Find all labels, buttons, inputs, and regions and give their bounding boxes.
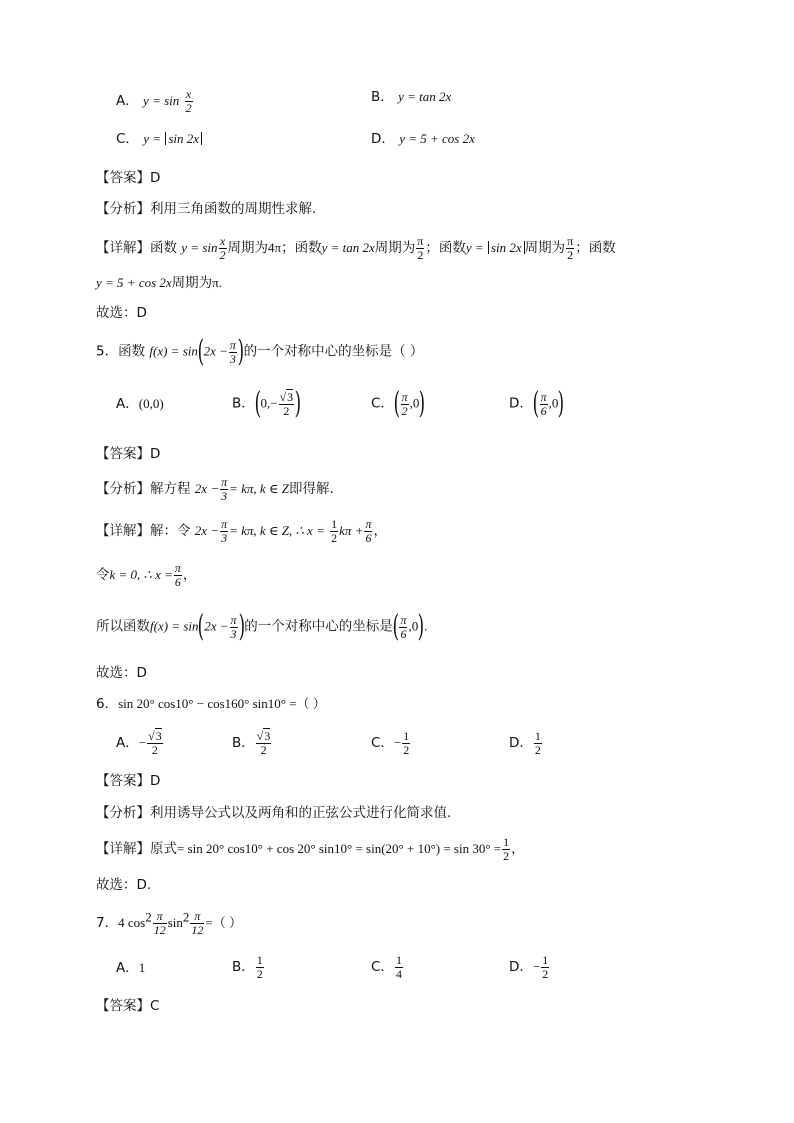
math-run: π bbox=[212, 275, 219, 290]
parenthesis: ) bbox=[294, 386, 302, 421]
text-run: 7． bbox=[96, 915, 119, 931]
parenthesis: ) bbox=[558, 386, 565, 421]
math-run: √ bbox=[279, 389, 287, 404]
text-run: 周期为 bbox=[374, 240, 416, 256]
text-run: 利用三角函数的周期性求解. bbox=[150, 201, 317, 217]
math-run: 4 cos bbox=[118, 915, 146, 930]
parenthesis: ) bbox=[417, 609, 425, 644]
text-run: 【分析】 bbox=[96, 481, 150, 497]
q7-answer bbox=[96, 1000, 159, 1014]
text-run: 所以函数 bbox=[96, 618, 150, 635]
text-run: D． bbox=[371, 131, 395, 147]
text-run: B． bbox=[371, 89, 394, 105]
square-root bbox=[280, 391, 294, 404]
text-run: D bbox=[150, 446, 161, 462]
math-run: y = sin bbox=[143, 93, 180, 108]
q7-option-c bbox=[371, 954, 404, 981]
math-run: sin bbox=[167, 915, 183, 930]
parenthesis: ( bbox=[392, 609, 399, 644]
fraction bbox=[566, 235, 574, 262]
math-run: 2 bbox=[283, 403, 290, 418]
math-run: 2 bbox=[503, 849, 510, 863]
text-run: C bbox=[150, 998, 160, 1014]
q4-choose bbox=[96, 307, 147, 321]
text-run: 令 bbox=[96, 567, 110, 583]
parenthesis: ( bbox=[393, 386, 401, 421]
q7-option-d bbox=[509, 954, 550, 981]
text-run: ， bbox=[511, 841, 525, 857]
text-run: 【答案】 bbox=[96, 998, 150, 1014]
math-run: = kπ, k ∈ Z, ∴ x = bbox=[229, 523, 325, 538]
text-run: A． bbox=[116, 735, 139, 751]
parenthesis: ( bbox=[198, 609, 205, 644]
text-run: C． bbox=[116, 131, 139, 147]
math-run: y = tan 2x bbox=[398, 89, 452, 104]
math-run: ,0 bbox=[408, 618, 419, 634]
math-run: y = bbox=[465, 240, 484, 255]
math-run: 2 bbox=[219, 248, 226, 262]
q6-stem bbox=[96, 697, 326, 712]
absolute-value: sin 2x bbox=[165, 132, 202, 145]
parenthesis: ) bbox=[419, 386, 426, 421]
math-run: y = bbox=[143, 131, 162, 146]
math-run: 2 bbox=[151, 743, 158, 757]
math-run: 12 bbox=[153, 923, 166, 937]
math-run: 2 bbox=[182, 909, 190, 925]
fraction bbox=[541, 954, 549, 981]
fraction bbox=[534, 730, 542, 757]
text-run: D bbox=[150, 773, 161, 789]
math-run: 6 bbox=[174, 575, 181, 589]
fraction bbox=[220, 476, 228, 503]
math-run: 3 bbox=[230, 626, 237, 641]
parenthesis: ) bbox=[238, 609, 245, 644]
math-run: π bbox=[229, 337, 236, 352]
q6-detail bbox=[96, 836, 525, 863]
math-run: = kπ, k ∈ Z bbox=[229, 481, 290, 496]
math-run: 2 bbox=[331, 531, 338, 545]
q5-option-d bbox=[509, 386, 565, 421]
text-run: 利用诱导公式以及两角和的正弦公式进行化简求值. bbox=[150, 805, 452, 821]
q5-stem bbox=[96, 334, 424, 369]
text-run: ；函数 bbox=[575, 240, 616, 256]
q5-option-b bbox=[232, 386, 302, 421]
math-run: 1 bbox=[331, 517, 338, 531]
math-run: f(x) = sin bbox=[150, 618, 199, 634]
q4-option-c bbox=[116, 132, 202, 147]
math-run: sin 2x bbox=[488, 241, 525, 254]
fraction bbox=[219, 235, 227, 262]
text-run: B． bbox=[232, 395, 255, 412]
fraction bbox=[190, 910, 204, 937]
math-run: 3 bbox=[221, 531, 228, 545]
text-run: 周期为 bbox=[524, 240, 566, 256]
fraction bbox=[364, 518, 372, 545]
math-run: =（ ） bbox=[205, 915, 242, 930]
fraction bbox=[147, 730, 163, 757]
fraction bbox=[174, 562, 182, 589]
fraction bbox=[185, 88, 193, 115]
math-run: − bbox=[532, 959, 541, 974]
math-run: y = sin bbox=[181, 240, 218, 255]
math-run: 2 bbox=[567, 248, 574, 262]
math-run: . bbox=[218, 275, 222, 290]
q4-analysis bbox=[96, 203, 316, 217]
text-run: 【答案】 bbox=[96, 446, 150, 462]
fraction bbox=[502, 836, 510, 863]
math-run: 2 bbox=[542, 967, 549, 981]
fraction bbox=[399, 614, 407, 641]
math-run: π bbox=[230, 612, 237, 627]
q4-detail-line2 bbox=[96, 276, 222, 291]
math-run: √ bbox=[148, 729, 155, 743]
q7-stem bbox=[96, 910, 242, 937]
math-run: 6 bbox=[540, 403, 547, 418]
math-run: 2x − bbox=[194, 523, 220, 538]
math-run: ,0 bbox=[409, 395, 420, 411]
q4-option-a bbox=[116, 88, 194, 115]
math-run: 3 bbox=[264, 729, 271, 743]
fraction bbox=[153, 910, 167, 937]
math-run: π bbox=[401, 389, 408, 404]
math-run: 1 bbox=[503, 835, 510, 849]
text-run: 【分析】 bbox=[96, 805, 150, 821]
math-run: 1 bbox=[542, 953, 549, 967]
math-run: kπ + bbox=[339, 523, 364, 538]
q6-option-a bbox=[116, 730, 164, 757]
math-run: 3 bbox=[221, 489, 228, 503]
q4-option-d bbox=[371, 132, 475, 147]
math-run: 2 bbox=[256, 967, 263, 981]
math-run: 4π bbox=[268, 240, 282, 255]
text-run: 的一个对称中心的坐标是 bbox=[244, 618, 393, 635]
q4-option-b bbox=[371, 90, 451, 105]
fraction bbox=[330, 518, 338, 545]
math-run: 2 bbox=[185, 101, 192, 115]
q6-option-d bbox=[509, 730, 543, 757]
square-root bbox=[148, 730, 162, 743]
q6-answer bbox=[96, 775, 160, 789]
math-run: π bbox=[221, 517, 228, 531]
fraction bbox=[416, 235, 424, 262]
math-run bbox=[256, 730, 272, 744]
q5-detail-line2 bbox=[96, 562, 196, 589]
math-run: 1 bbox=[138, 960, 146, 975]
math-run: 2x − bbox=[194, 481, 220, 496]
text-run: 的一个对称中心的坐标是（ ） bbox=[243, 343, 424, 360]
math-run: y = 5 + cos 2x bbox=[399, 131, 475, 146]
parenthesis: ( bbox=[197, 334, 204, 369]
math-run: 3 bbox=[287, 389, 294, 404]
math-run: y = 5 + cos 2x bbox=[96, 275, 172, 290]
math-run: x bbox=[185, 87, 192, 101]
q7-option-a bbox=[116, 961, 145, 976]
text-run: D bbox=[150, 170, 161, 186]
text-run: 【答案】 bbox=[96, 773, 150, 789]
fraction bbox=[279, 391, 295, 418]
math-run: 1 bbox=[256, 953, 263, 967]
math-run: 2 bbox=[417, 248, 424, 262]
parenthesis: ( bbox=[254, 386, 261, 421]
math-run: 2 bbox=[260, 743, 267, 757]
text-run: 【详解】 bbox=[96, 523, 150, 539]
text-run: 6． bbox=[96, 696, 119, 712]
q6-choose bbox=[96, 879, 151, 893]
fraction bbox=[230, 614, 238, 641]
q5-analysis bbox=[96, 476, 334, 503]
math-run: 1 bbox=[395, 953, 402, 967]
q5-detail-line1 bbox=[96, 518, 387, 545]
text-run: ， bbox=[182, 567, 197, 583]
q4-answer bbox=[96, 172, 160, 186]
text-run: ；函数 bbox=[281, 240, 322, 256]
text-run: 原式 bbox=[150, 841, 177, 857]
math-run: sin 20° cos10° − cos160° sin10° =（ ） bbox=[118, 696, 326, 711]
text-run: C． bbox=[371, 959, 394, 975]
q4-detail-line1 bbox=[96, 235, 616, 262]
q5-answer bbox=[96, 448, 160, 462]
q6-option-b bbox=[232, 730, 272, 757]
math-run: 2 bbox=[403, 743, 410, 757]
math-run: f(x) = sin bbox=[149, 343, 198, 359]
math-run: = sin 20° cos10° + cos 20° sin10° = sin(20° + 10°) = sin 30° = bbox=[177, 841, 502, 856]
math-run: π bbox=[153, 910, 167, 924]
math-run: 2 bbox=[534, 743, 541, 757]
text-run: 周期为 bbox=[227, 240, 269, 256]
math-run: 12 bbox=[191, 923, 204, 937]
math-run: x bbox=[219, 234, 226, 248]
math-run: − bbox=[138, 735, 147, 750]
parenthesis: ( bbox=[532, 386, 539, 421]
text-run: A． bbox=[116, 396, 139, 412]
q6-analysis bbox=[96, 807, 451, 821]
math-run bbox=[147, 730, 163, 744]
fraction bbox=[229, 339, 237, 366]
math-run bbox=[279, 391, 295, 405]
math-run: 2 bbox=[401, 403, 408, 418]
text-run: 故选：D bbox=[96, 305, 147, 321]
fraction bbox=[402, 730, 410, 757]
math-run: 2x − bbox=[204, 618, 229, 634]
text-run: 【详解】 bbox=[96, 240, 150, 256]
math-run: 1 bbox=[403, 729, 410, 743]
math-run: π bbox=[365, 517, 372, 531]
text-run: 【答案】 bbox=[96, 170, 150, 186]
fraction bbox=[256, 954, 264, 981]
text-run: A． bbox=[116, 960, 139, 976]
math-run: (0,0) bbox=[138, 396, 164, 411]
fraction bbox=[395, 954, 403, 981]
fraction bbox=[540, 391, 548, 418]
fraction bbox=[256, 730, 272, 757]
math-run: π bbox=[221, 475, 228, 489]
q5-option-c bbox=[371, 386, 426, 421]
q6-option-c bbox=[371, 730, 411, 757]
math-run: − bbox=[393, 735, 402, 750]
q5-detail-line3 bbox=[96, 609, 428, 644]
math-run: k = 0, ∴ x = bbox=[109, 567, 173, 582]
math-run: √ bbox=[256, 729, 264, 743]
math-run: y = tan 2x bbox=[321, 240, 375, 255]
math-run: 3 bbox=[229, 351, 236, 366]
text-run: C． bbox=[371, 395, 394, 412]
parenthesis: ) bbox=[237, 334, 244, 369]
text-run: D． bbox=[509, 395, 533, 412]
text-run: 5． bbox=[96, 343, 119, 360]
text-run: 【详解】 bbox=[96, 841, 150, 857]
math-run: 6 bbox=[365, 531, 372, 545]
math-run: π bbox=[567, 234, 574, 248]
text-run: 函数 bbox=[150, 240, 177, 256]
text-run: B． bbox=[232, 735, 255, 751]
text-run: ， bbox=[373, 523, 387, 539]
math-run: ,0 bbox=[548, 395, 559, 411]
math-run: 3 bbox=[155, 729, 162, 743]
math-run: 2x − bbox=[203, 343, 228, 359]
math-run: 0,− bbox=[260, 395, 278, 411]
text-run: 即得解. bbox=[289, 481, 334, 497]
text-run: 故选：D. bbox=[96, 877, 152, 893]
math-run: 4 bbox=[395, 967, 402, 981]
text-run: D． bbox=[509, 735, 533, 751]
fraction bbox=[401, 391, 409, 418]
square-root bbox=[257, 730, 271, 743]
math-run: 6 bbox=[400, 626, 407, 641]
math-run: 2 bbox=[145, 909, 152, 925]
text-run: D． bbox=[509, 959, 533, 975]
math-run: π bbox=[190, 910, 204, 924]
q7-option-b bbox=[232, 954, 265, 981]
text-run: C． bbox=[371, 735, 394, 751]
text-run: 周期为 bbox=[171, 275, 213, 291]
text-run: 解方程 bbox=[150, 481, 191, 497]
text-run: B． bbox=[232, 959, 255, 975]
math-run: π bbox=[417, 234, 424, 248]
math-run: . bbox=[423, 618, 428, 634]
text-run: 解：令 bbox=[150, 523, 191, 539]
text-run: 【分析】 bbox=[96, 201, 150, 217]
fraction bbox=[220, 518, 228, 545]
text-run: 函数 bbox=[118, 343, 146, 360]
math-run: π bbox=[174, 561, 181, 575]
math-run: 1 bbox=[534, 729, 541, 743]
math-run: π bbox=[400, 612, 407, 627]
text-run: 故选：D bbox=[96, 665, 147, 681]
q5-choose bbox=[96, 667, 147, 681]
q5-option-a bbox=[116, 397, 164, 412]
math-run: π bbox=[540, 389, 547, 404]
text-run: ；函数 bbox=[425, 240, 466, 256]
text-run: A． bbox=[116, 93, 139, 109]
